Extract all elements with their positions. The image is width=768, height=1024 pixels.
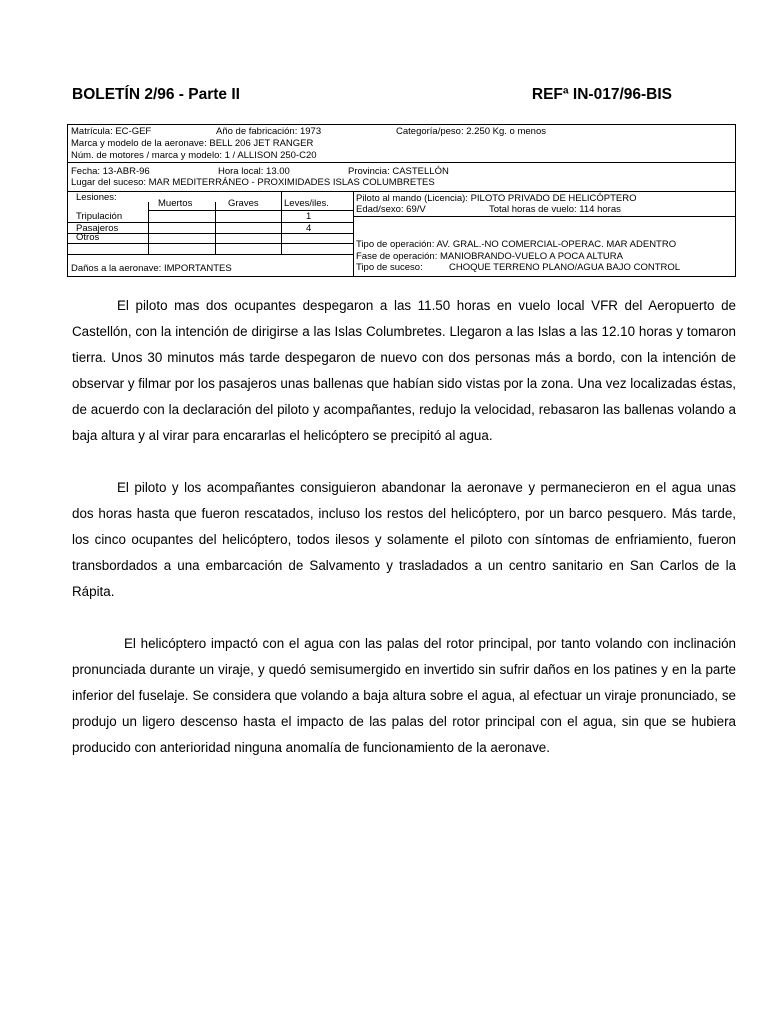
manufacture-year: Año de fabricación: 1973 [216, 126, 322, 137]
injuries-table [68, 192, 353, 254]
pilot-total-hours: Total horas de vuelo: 114 horas [489, 204, 621, 215]
col-serious: Graves [228, 198, 259, 209]
registration: Matrícula: EC-GEF [71, 126, 152, 137]
pilot-operation-block [353, 192, 735, 277]
row-crew: Tripulación [76, 211, 123, 222]
details-section [68, 192, 735, 277]
crew-minor: 1 [306, 211, 312, 222]
event-place: Lugar del suceso: MAR MEDITERRÁNEO - PROXIMIDADES ISLAS COLUMBRETES [71, 177, 435, 188]
accident-info-table [67, 124, 736, 277]
paragraph-1: El piloto mas dos ocupantes despegaron a las 11.50 horas en vuelo local VFR del Aeropuerto de Castellón, con la intención de dirigirse a las Islas Columbretes. Llegaron a las Islas a las 12.10 horas y tomaron tierra. Unos 30 minutos más tarde despegaron de nuevo con dos personas más a bordo, con la intención de observar y filmar por los pasajeros unas ballenas que habían sido vistas por la zona. Una vez localizadas éstas, de acuerdo con la declaración del piloto y acompañantes, redujo la velocidad, rebasaron las ballenas volando a baja altura y al virar para encararlas el helicóptero se precipitó al agua. [72, 298, 736, 443]
paragraph-2: El piloto y los acompañantes consiguieron abandonar la aeronave y permanecieron en el agua unas dos horas hasta que fueron rescatados, incluso los restos del helicóptero, por un barco pesquero. Más tarde, los cinco ocupantes del helicóptero, todos ilesos y solamente el piloto con síntomas de enfriamiento, fueron transbordados a una embarcación de Salvamento y trasladados a un centro sanitario en San Carlos de la Rápita. [72, 480, 736, 599]
event-time: Hora local: 13.00 [218, 166, 290, 177]
event-province: Provincia: CASTELLÓN [348, 166, 449, 177]
reference-number: REFª IN-017/96-BIS [531, 86, 672, 103]
aircraft-damage: Daños a la aeronave: IMPORTANTES [71, 263, 232, 274]
aircraft-model: Marca y modelo de la aeronave: BELL 206 JET RANGER [71, 138, 314, 149]
event-type-label: Tipo de suceso: [356, 262, 423, 273]
paragraph-3: El helicóptero impactó con el agua con las palas del rotor principal, por tanto volando con inclinación pronunciada durante un viraje, y quedó semisumergido en invertido sin sufrir daños en los patines y en la parte inferior del fuselaje. Se considera que volando a baja altura sobre el agua, al efectuar un viraje pronunciado, se produjo un ligero descenso hasta el impacto de las palas del rotor principal con el agua, sin que se hubiera producido con anterioridad ninguna anomalía de funcionamiento de la aeronave. [72, 636, 736, 755]
bulletin-title: BOLETÍN 2/96 - Parte II [72, 86, 240, 103]
category-weight: Categoría/peso: 2.250 Kg. o menos [396, 126, 546, 137]
row-others: Otros [76, 232, 100, 243]
pilot-age-sex: Edad/sexo: 69/V [356, 204, 426, 215]
aircraft-section [68, 125, 735, 163]
col-minor: Leves/iles. [284, 198, 329, 209]
row-passengers: Pasajeros [76, 223, 119, 234]
passengers-minor: 4 [306, 223, 312, 234]
event-type-value: CHOQUE TERRENO PLANO/AGUA BAJO CONTROL [449, 262, 681, 273]
event-section [68, 163, 735, 192]
engines: Núm. de motores / marca y modelo: 1 / ALLISON 250-C20 [71, 150, 317, 161]
event-date: Fecha: 13-ABR-96 [71, 166, 150, 177]
operation-type: Tipo de operación: AV. GRAL.-NO COMERCIAL-OPERAC. MAR ADENTRO [356, 239, 677, 250]
page-header [72, 86, 672, 108]
damage-row [68, 254, 353, 276]
pilot-license: Piloto al mando (Licencia): PILOTO PRIVADO DE HELICÓPTERO [356, 193, 637, 204]
operation-phase: Fase de operación: MANIOBRANDO-VUELO A POCA ALTURA [356, 251, 623, 262]
col-deaths: Muertos [158, 198, 193, 209]
injuries-label: Lesiones: [76, 192, 117, 203]
narrative [72, 293, 736, 787]
